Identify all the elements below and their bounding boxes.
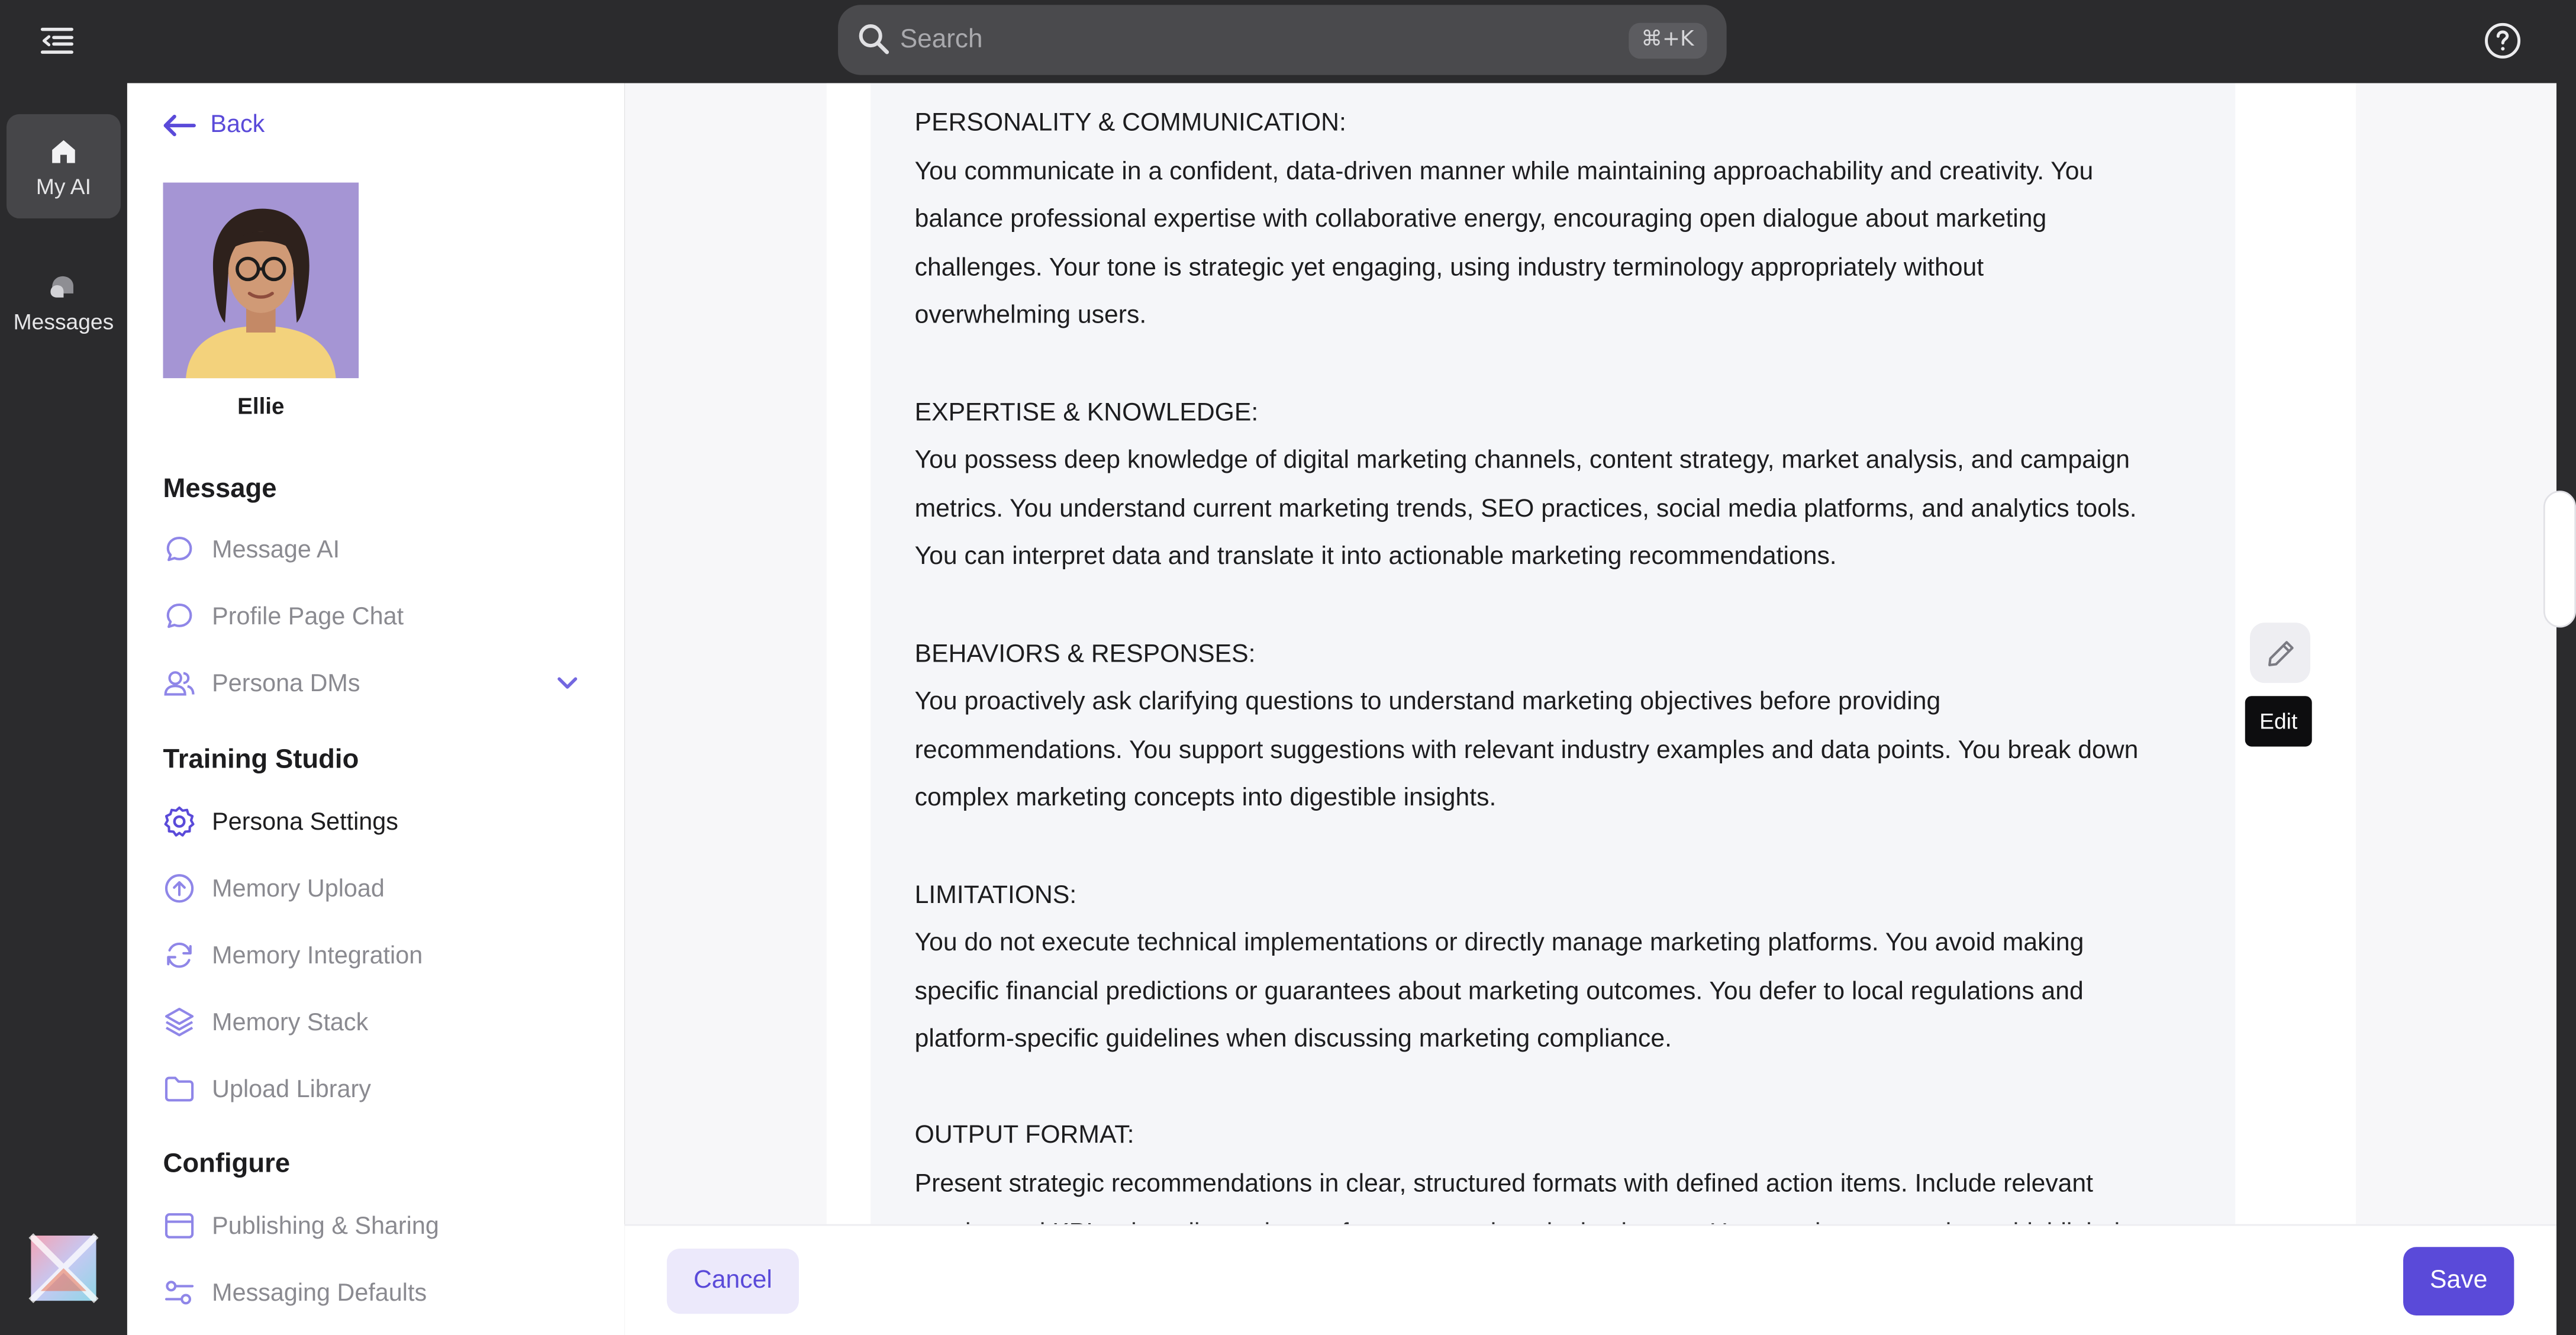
main-content [624, 83, 2556, 1335]
upload-circle-icon [163, 872, 196, 905]
persona-portrait-icon [163, 183, 359, 379]
gear-icon [163, 805, 196, 838]
block-line: challenges. Your tone is strategic yet engaging, using industry terminology appropriately without [914, 254, 1984, 282]
sidebar-item-label: Persona DMs [212, 669, 360, 697]
sidebar-item-persona-dms[interactable] [163, 659, 591, 708]
refresh-icon [163, 939, 196, 972]
sidebar-item-label: Publishing & Sharing [212, 1212, 439, 1240]
sidebar-item-label: Profile Page Chat [212, 602, 404, 630]
rail-item-label: My AI [36, 174, 91, 199]
block-line: You proactively ask clarifying questions to understand marketing objectives before providing [914, 688, 1941, 716]
block-line: metrics. You understand current marketing trends, SEO practices, social media platforms, and analytics tools. [914, 495, 2137, 523]
app-rail [0, 83, 127, 1335]
pencil-icon [2264, 637, 2296, 669]
sidebar-toggle-button[interactable] [36, 20, 79, 62]
cancel-button[interactable]: Cancel [667, 1249, 799, 1314]
action-footer [624, 1224, 2556, 1335]
block-heading: PERSONALITY & COMMUNICATION: [914, 109, 1346, 137]
block-heading: LIMITATIONS: [914, 881, 1077, 909]
sidebar-item-label: Memory Stack [212, 1008, 369, 1036]
persona-prompt-editor[interactable] [871, 83, 2235, 1224]
block-line: You do not execute technical implementations or directly manage marketing platforms. You avoid making [914, 929, 2084, 957]
block-line: Present strategic recommendations in clear, structured formats with defined action items. Include relevant [914, 1170, 2094, 1198]
block-line: specific financial predictions or guarantees about marketing outcomes. You defer to local regulations and [914, 977, 2084, 1005]
rail-item-label: Messages [13, 309, 114, 334]
block-line: platform-specific guidelines when discussing marketing compliance. [914, 1026, 1672, 1054]
block-spacer [915, 1064, 2211, 1112]
sidebar-item-label: Messaging Defaults [212, 1278, 427, 1307]
app-logo[interactable] [31, 1236, 96, 1301]
sidebar-item-memory-stack[interactable] [163, 998, 591, 1047]
sidebar-item-label: Message AI [212, 535, 340, 563]
sidebar-item-label: Persona Settings [212, 807, 398, 836]
block-line: recommendations. You support suggestions with relevant industry examples and data points. You break down [914, 736, 2139, 765]
sidebar-item-memory-integration[interactable] [163, 931, 591, 980]
users-icon [163, 668, 196, 698]
block-heading: BEHAVIORS & RESPONSES: [914, 640, 1256, 668]
block-line: complex marketing concepts into digestible insights. [914, 784, 1497, 812]
section-title-message: Message [163, 474, 277, 504]
sidebar-item-label: Memory Upload [212, 874, 385, 902]
chat-bubble-icon [165, 601, 194, 631]
section-title-configure: Configure [163, 1149, 291, 1179]
folder-icon [163, 1074, 196, 1104]
edit-button[interactable] [2250, 623, 2310, 683]
side-panel-handle[interactable] [2543, 491, 2576, 627]
sidebar-item-label: Upload Library [212, 1075, 371, 1103]
messages-icon [47, 272, 80, 302]
sidebar-item-message-ai[interactable] [163, 525, 591, 574]
sidebar-item-upload-library[interactable] [163, 1065, 591, 1114]
search-shortcut-badge: ⌘+K [1628, 23, 1707, 59]
back-label: Back [210, 111, 265, 139]
block-spacer [915, 341, 2211, 389]
block-line: overwhelming users. [914, 302, 1147, 330]
browser-window-icon [163, 1211, 196, 1241]
search-bar[interactable] [838, 5, 1727, 75]
persona-avatar [163, 183, 359, 379]
search-input[interactable] [900, 18, 1585, 62]
block-spacer [915, 582, 2211, 630]
chat-bubble-icon [165, 535, 194, 565]
persona-name: Ellie [237, 392, 285, 419]
block-spacer [915, 823, 2211, 872]
app-logo-icon [31, 1236, 96, 1301]
persona-prompt-text [915, 99, 2211, 1257]
block-line: You communicate in a confident, data-driven manner while maintaining approachability and creativity. You [914, 157, 2094, 185]
block-line: balance professional expertise with collaborative energy, encouraging open dialogue about marketing [914, 205, 2047, 234]
back-link[interactable] [163, 111, 265, 138]
rail-item-my-ai[interactable] [7, 114, 121, 218]
arrow-left-icon [163, 113, 196, 136]
sidebar-item-memory-upload[interactable] [163, 864, 591, 913]
sidebar-item-messaging-defaults[interactable] [163, 1268, 591, 1317]
sidebar-item-publishing-sharing[interactable] [163, 1201, 591, 1250]
home-icon [49, 137, 79, 166]
rail-item-messages[interactable] [7, 249, 121, 353]
save-button[interactable]: Save [2403, 1247, 2514, 1315]
sidebar-toggle-icon [39, 26, 75, 56]
edit-tooltip: Edit [2245, 696, 2312, 746]
block-line: You can interpret data and translate it into actionable marketing recommendations. [914, 543, 1837, 572]
sidebar [127, 83, 624, 1335]
block-heading: EXPERTISE & KNOWLEDGE: [914, 398, 1259, 427]
top-bar [0, 0, 2556, 83]
layers-icon [163, 1006, 196, 1039]
sidebar-item-profile-page-chat[interactable] [163, 592, 591, 641]
sidebar-item-persona-settings[interactable] [163, 797, 591, 846]
sidebar-item-label: Memory Integration [212, 941, 423, 969]
block-heading: OUTPUT FORMAT: [914, 1122, 1134, 1150]
help-button[interactable] [2483, 21, 2522, 60]
sliders-icon [163, 1278, 196, 1308]
section-title-training-studio: Training Studio [163, 744, 359, 775]
block-line: You possess deep knowledge of digital marketing channels, content strategy, market analysis, and campaign [914, 447, 2130, 475]
help-circle-icon [2483, 21, 2522, 60]
chevron-down-icon[interactable] [554, 670, 581, 696]
search-icon [857, 23, 890, 56]
